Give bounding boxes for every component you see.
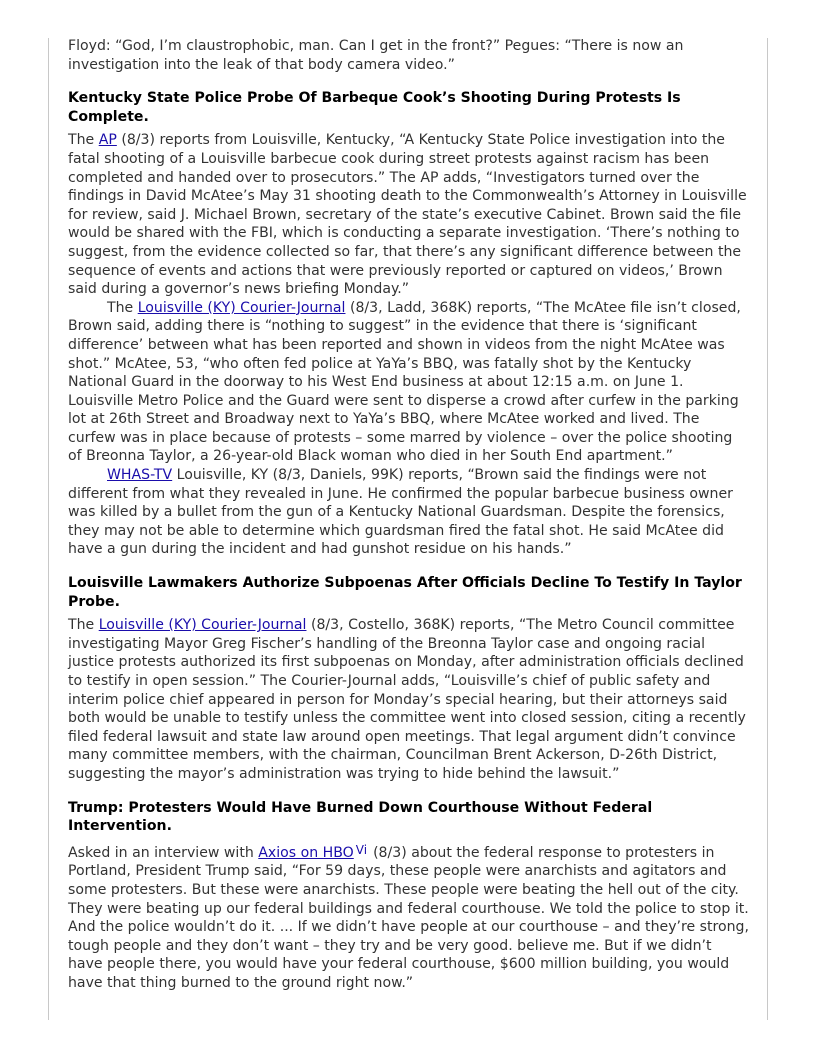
article-trump-courthouse xyxy=(68,799,750,993)
left-margin-rule xyxy=(48,38,49,1020)
article-subpoenas xyxy=(68,574,750,784)
source-link-whas-tv[interactable]: WHAS-TV xyxy=(107,467,173,484)
article-paragraph: The Louisville (KY) Courier-Journal (8/3, Ladd, 368K) reports, “The McAtee file isn’t closed, Brown said, adding there is “nothing to suggest” in the evidence that there is ‘significant difference’ between what has been reported and shown in videos from the night McAtee was shot.” McAtee, 53, “who often fed police at YaYa’s BBQ, was fatally shot by the Kentucky National Guard in the doorway to his West End business at about 12:15 a.m. on June 1. Louisville Metro Police and the Guard were sent to disperse a crowd after curfew in the parking lot at 26th Street and Broadway next to YaYa’s BBQ, where McAtee worked and lived. The curfew was in place because of protests – some marred by violence – over the police shooting of Breonna Taylor, a 26-year-old Black woman who died in her South End apartment.” xyxy=(68,299,741,465)
intro-paragraph: Floyd: “God, I’m claustrophobic, man. Can I get in the front?” Pegues: “There is now an investigation into the leak of that body camera video.” xyxy=(68,38,684,73)
article-paragraph: The AP (8/3) reports from Louisville, Kentucky, “A Kentucky State Police investigation into the fatal shooting of a Louisville barbecue cook during street protests against racism has been completed and handed over to prosecutors.” The AP adds, “Investigators turned over the findings in David McAtee’s May 31 shooting death to the Commonwealth’s Attorney in Louisville for review, said J. Michael Brown, secretary of the state’s executive Cabinet. Brown said the file would be shared with the FBI, which is conducting a separate investigation. ‘There’s nothing to suggest, from the evidence collected so far, that there’s any significant difference between the sequence of events and actions that were previously reported or captured on videos,’ Brown said during a governor’s news briefing Monday.” xyxy=(68,132,747,298)
article-headline: Kentucky State Police Probe Of Barbeque Cook’s Shooting During Protests Is Complete. xyxy=(68,90,681,125)
article-headline: Trump: Protesters Would Have Burned Down Courthouse Without Federal Intervention. xyxy=(68,799,653,835)
article-mcatee xyxy=(68,89,750,559)
article-paragraph: Asked in an interview with Axios on HBO Vi (8/3) about the federal response to protesters in Portland, President Trump said, “For 59 days, these people were anarchists and agitators and some protesters. But these were anarchists. These people were beating the hell out of the city. They were beating up our federal buildings and federal courthouse. We told the police to stop it. And the police wouldn’t do it. ... If we didn’t have people at our courthouse – and they’re strong, tough people and they don’t want – they try and be very good. believe me. But if we didn’t have people there, you would have your federal courthouse, $600 million building, you would have that thing burned to the ground right now.” xyxy=(68,842,749,991)
source-link-courier-journal[interactable]: Louisville (KY) Courier-Journal xyxy=(98,617,307,634)
article-paragraph: The Louisville (KY) Courier-Journal (8/3, Costello, 368K) reports, “The Metro Council committee investigating Mayor Greg Fischer’s handling of the Breonna Taylor case and ongoing racial justice protests authorized its first subpoenas on Monday, after administration officials declined to testify in open session.” The Courier-Journal adds, “Louisville’s chief of public safety and interim police chief appeared in person for Monday’s special hearing, but their attorneys said both would be unable to testify unless the committee went into closed session, citing a recently filed federal lawsuit and state law around open meetings. That legal argument didn’t convince many committee members, with the chairman, Councilman Brent Ackerson, D-26th District, suggesting the mayor’s administration was trying to hide behind the lawsuit.” xyxy=(68,617,746,782)
right-margin-rule xyxy=(767,38,768,1020)
source-link-ap[interactable]: AP xyxy=(98,132,117,149)
article-headline: Louisville Lawmakers Authorize Subpoenas After Officials Decline To Testify In Taylor Probe. xyxy=(68,575,742,610)
video-indicator[interactable]: Vi xyxy=(355,842,368,857)
document-page xyxy=(68,37,750,993)
source-link-courier-journal[interactable]: Louisville (KY) Courier-Journal xyxy=(137,299,346,316)
source-link-axios-hbo[interactable]: Axios on HBO xyxy=(258,844,354,861)
article-paragraph: WHAS-TV Louisville, KY (8/3, Daniels, 99K) reports, “Brown said the findings were not different from what they revealed in June. He confirmed the popular barbecue business owner was killed by a bullet from the gun of a Kentucky National Guardsman. Despite the forensics, they may not be able to determine which guardsman fired the fatal shot. He said McAtee did have a gun during the incident and had gunshot residue on his hands.” xyxy=(68,467,733,558)
